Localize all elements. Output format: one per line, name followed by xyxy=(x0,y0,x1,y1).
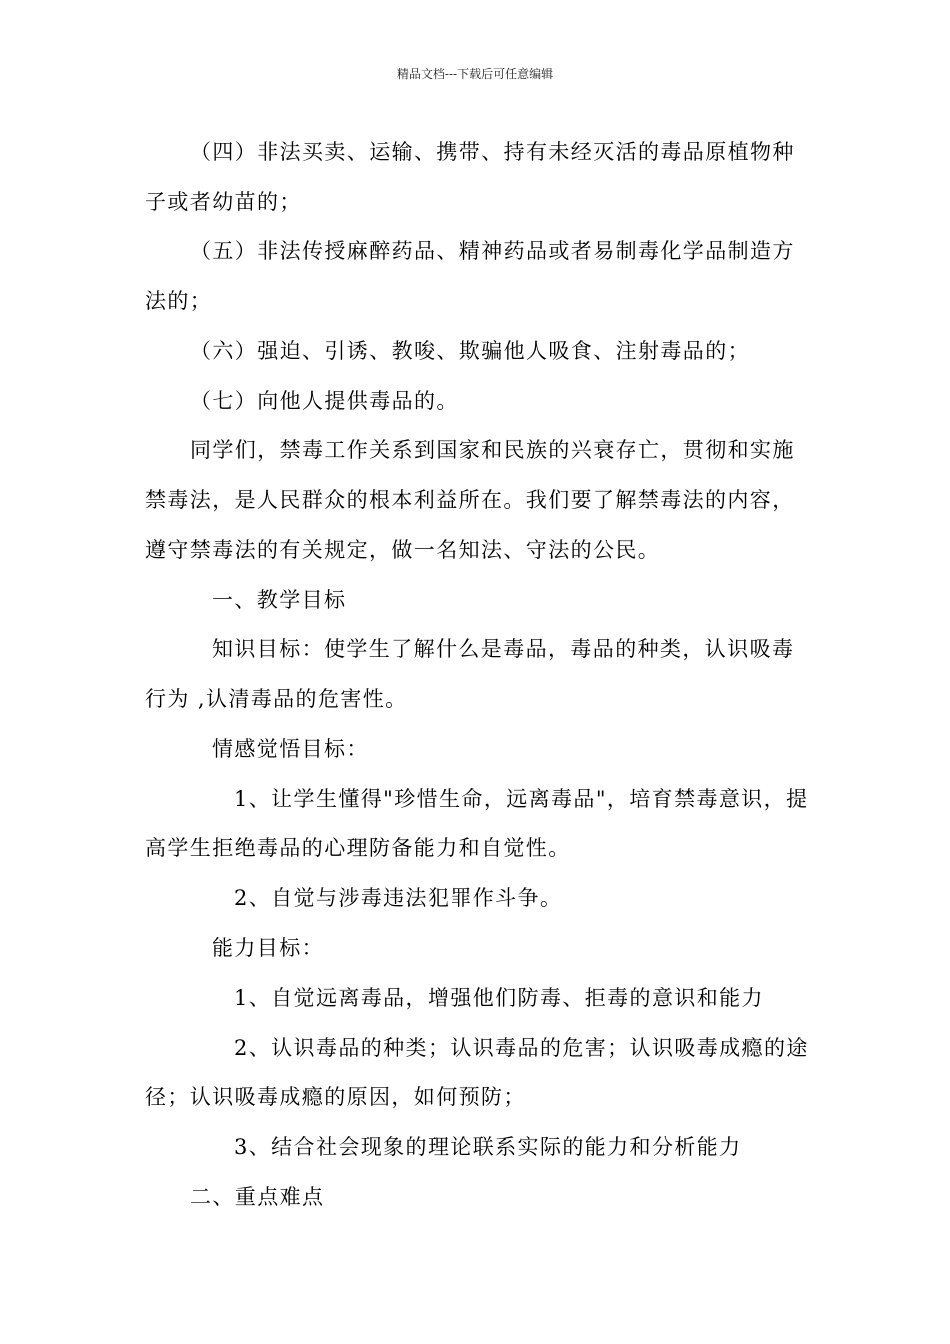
paragraph-line: 子或者幼苗的； xyxy=(145,190,302,214)
paragraph-line: 1、让学生懂得"珍惜生命，远离毒品"，培育禁毒意识，提 xyxy=(234,787,809,811)
paragraph-line: 能力目标： xyxy=(212,936,324,960)
paragraph-line: 1、自觉远离毒品，增强他们防毒、拒毒的意识和能力 xyxy=(234,986,764,1010)
paragraph-line: 行为 ,认清毒品的危害性。 xyxy=(145,687,408,711)
paragraph-line: 2、自觉与涉毒违法犯罪作斗争。 xyxy=(234,886,563,910)
paragraph-line: （七）向他人提供毒品的。 xyxy=(190,389,459,413)
paragraph-line: 知识目标：使学生了解什么是毒品，毒品的种类，认识吸毒 xyxy=(212,637,795,661)
paragraph-line: （五）非法传授麻醉药品、精神药品或者易制毒化学品制造方 xyxy=(190,239,795,263)
paragraph-line: （四）非法买卖、运输、携带、持有未经灭活的毒品原植物种 xyxy=(190,140,795,164)
paragraph-line: 2、认识毒品的种类；认识毒品的危害；认识吸毒成瘾的途 xyxy=(234,1036,809,1060)
paragraph-line: 径；认识吸毒成瘾的原因，如何预防； xyxy=(145,1085,526,1109)
section-heading: 一、教学目标 xyxy=(212,588,347,612)
paragraph-line: （六）强迫、引诱、教唆、欺骗他人吸食、注射毒品的； xyxy=(190,339,750,363)
section-heading: 二、重点难点 xyxy=(190,1185,325,1209)
paragraph-line: 高学生拒绝毒品的心理防备能力和自觉性。 xyxy=(145,836,571,860)
page-header: 精品文档---下载后可任意编辑 xyxy=(396,67,554,81)
paragraph-line: 禁毒法，是人民群众的根本利益所在。我们要了解禁毒法的内容， xyxy=(145,488,795,512)
paragraph-line: 情感觉悟目标： xyxy=(212,737,369,761)
paragraph-line: 遵守禁毒法的有关规定，做一名知法、守法的公民。 xyxy=(145,538,661,562)
paragraph-line: 3、结合社会现象的理论联系实际的能力和分析能力 xyxy=(234,1135,742,1159)
paragraph-line: 同学们，禁毒工作关系到国家和民族的兴衰存亡，贯彻和实施 xyxy=(190,438,795,462)
paragraph-line: 法的； xyxy=(145,289,213,313)
